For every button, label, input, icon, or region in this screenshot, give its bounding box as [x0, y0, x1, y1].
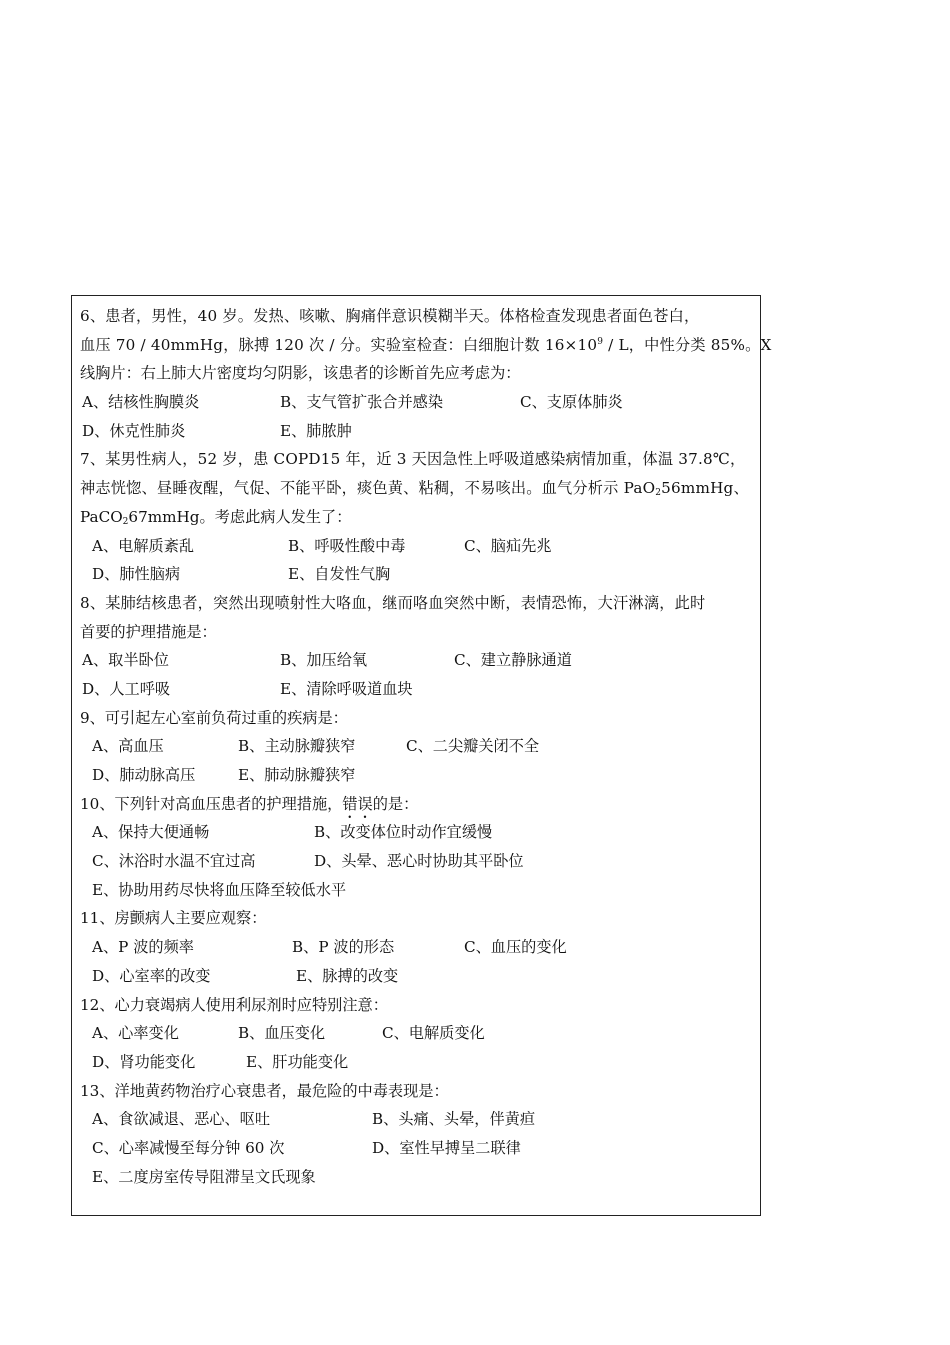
q10-options-row2 — [80, 847, 754, 876]
q9-options-row1 — [80, 732, 754, 761]
question-list — [80, 302, 772, 1191]
q6-option-a: A、结核性胸膜炎 — [82, 393, 200, 412]
q9-option-d: D、肺动脉高压 — [92, 766, 196, 784]
q13-option-b: B、头痛、头晕，伴黄疸 — [372, 1110, 536, 1129]
q13-option-a: A、食欲减退、恶心、呕吐 — [92, 1110, 271, 1129]
q7-options-row1 — [80, 532, 754, 561]
q12-options-row1 — [80, 1019, 754, 1048]
q7-option-d: D、肺性脑病 — [92, 565, 181, 584]
q7-paco2-subscript: 2 — [122, 516, 129, 527]
q7-line3-text: PaCO — [80, 507, 123, 526]
q6-exponent: 9 — [597, 336, 604, 347]
q12-options-row2 — [80, 1048, 754, 1077]
q9-option-b: B、主动脉瓣狭窄 — [238, 737, 356, 756]
q11-options-row2 — [80, 962, 754, 991]
q7-stem-line1: 7、某男性病人，52 岁，患 COPD15 年，近 3 天因急性上呼吸道感染病情加重，体温 37.8℃， — [80, 450, 746, 469]
q12-option-b: B、血压变化 — [238, 1024, 326, 1043]
q9-stem: 9、可引起左心室前负荷过重的疾病是： — [80, 708, 348, 727]
q12-option-e: E、肝功能变化 — [246, 1052, 349, 1071]
q7-option-c: C、脑疝先兆 — [464, 536, 552, 555]
q7-option-e: E、自发性气胸 — [288, 565, 391, 584]
q7-line2-tail: 56mmHg、 — [661, 479, 749, 498]
q11-option-d: D、心室率的改变 — [92, 966, 211, 985]
q7-option-b: B、呼吸性酸中毒 — [288, 536, 406, 555]
q10-option-e: E、协助用药尽快将血压降至较低水平 — [92, 880, 347, 899]
q8-option-e: E、清除呼吸道血块 — [280, 679, 413, 698]
q8-option-d: D、人工呼吸 — [82, 679, 171, 698]
q8-option-b: B、加压给氧 — [280, 651, 368, 670]
q13-option-e: E、二度房室传导阻滞呈文氏现象 — [92, 1167, 316, 1186]
q8-stem-line2: 首要的护理措施是： — [80, 622, 217, 641]
q6-option-e: E、肺脓肿 — [280, 421, 352, 440]
q6-options-row1 — [80, 388, 754, 417]
q11-option-c: C、血压的变化 — [464, 938, 567, 957]
q7-pao2-subscript: 2 — [655, 488, 662, 499]
q11-option-b: B、P 波的形态 — [292, 938, 395, 957]
q10-options-row1 — [80, 818, 754, 847]
q10-option-a: A、保持大便通畅 — [92, 823, 210, 842]
q10-option-c: C、沐浴时水温不宜过高 — [92, 852, 256, 871]
q10-stem — [80, 790, 754, 819]
q7-line3-tail: 67mmHg。考虑此病人发生了： — [128, 507, 352, 526]
q9-option-c: C、二尖瓣关闭不全 — [406, 737, 540, 756]
q8-options-row2 — [80, 675, 754, 704]
q6-option-d: D、休克性肺炎 — [82, 421, 186, 440]
q7-stem-line3 — [80, 503, 754, 532]
q11-stem: 11、房颤病人主要应观察： — [80, 909, 267, 928]
q12-stem: 12、心力衰竭病人使用利尿剂时应特别注意： — [80, 995, 388, 1014]
q13-options-row3 — [80, 1163, 754, 1192]
q6-stem-line2 — [80, 331, 772, 360]
q10-option-b: B、改变体位时动作宜缓慢 — [314, 823, 493, 842]
q10-emphasis-word: 错误 — [342, 794, 373, 813]
q9-options-row2 — [80, 761, 754, 790]
q7-stem-line2 — [80, 474, 754, 503]
q6-options-row2 — [80, 417, 754, 446]
q6-line2-tail: / L，中性分类 85%。X — [603, 335, 772, 354]
q6-stem-line3: 线胸片：右上肺大片密度均匀阴影，该患者的诊断首先应考虑为： — [80, 364, 521, 383]
q6-line2-text: 血压 70 / 40mmHg，脉搏 120 次 / 分。实验室检查：白细胞计数 16×10 — [80, 335, 598, 354]
q13-options-row2 — [80, 1134, 754, 1163]
q10-option-d: D、头晕、恶心时协助其平卧位 — [314, 852, 524, 871]
q8-stem-line1: 8、某肺结核患者，突然出现喷射性大咯血，继而咯血突然中断，表情恐怖，大汗淋漓，此时 — [80, 593, 706, 612]
q10-stem-tail: 的是： — [372, 794, 419, 813]
q11-option-a: A、P 波的频率 — [92, 938, 194, 957]
q13-stem: 13、洋地黄药物治疗心衰患者，最危险的中毒表现是： — [80, 1081, 449, 1100]
q13-option-d: D、室性早搏呈二联律 — [372, 1138, 521, 1157]
q6-option-b: B、支气管扩张合并感染 — [280, 393, 444, 412]
question-box — [71, 295, 772, 1216]
q11-options-row1 — [80, 933, 754, 962]
q7-option-a: A、电解质紊乱 — [92, 536, 195, 555]
q11-option-e: E、脉搏的改变 — [296, 966, 399, 985]
q12-option-d: D、肾功能变化 — [92, 1052, 196, 1071]
q13-option-c: C、心率减慢至每分钟 60 次 — [92, 1138, 285, 1157]
q8-option-c: C、建立静脉通道 — [454, 651, 572, 670]
q8-option-a: A、取半卧位 — [82, 651, 169, 670]
q9-option-e: E、肺动脉瓣狭窄 — [238, 766, 356, 784]
q8-options-row1 — [80, 646, 754, 675]
q9-option-a: A、高血压 — [92, 737, 164, 756]
q12-option-a: A、心率变化 — [92, 1024, 179, 1043]
q10-options-row3 — [80, 876, 754, 905]
q7-options-row2 — [80, 560, 754, 589]
q7-line2-text: 神志恍惚、昼睡夜醒，气促、不能平卧，痰色黄、粘稠，不易咳出。血气分析示 PaO — [80, 479, 656, 498]
q6-option-c: C、支原体肺炎 — [520, 393, 623, 412]
q12-option-c: C、电解质变化 — [382, 1024, 485, 1043]
q6-stem-line1: 6、患者，男性，40 岁。发热、咳嗽、胸痛伴意识模糊半天。体格检查发现患者面色苍白， — [80, 307, 700, 325]
q10-stem-text: 10、下列针对高血压患者的护理措施， — [80, 794, 343, 813]
q13-options-row1 — [80, 1105, 754, 1134]
